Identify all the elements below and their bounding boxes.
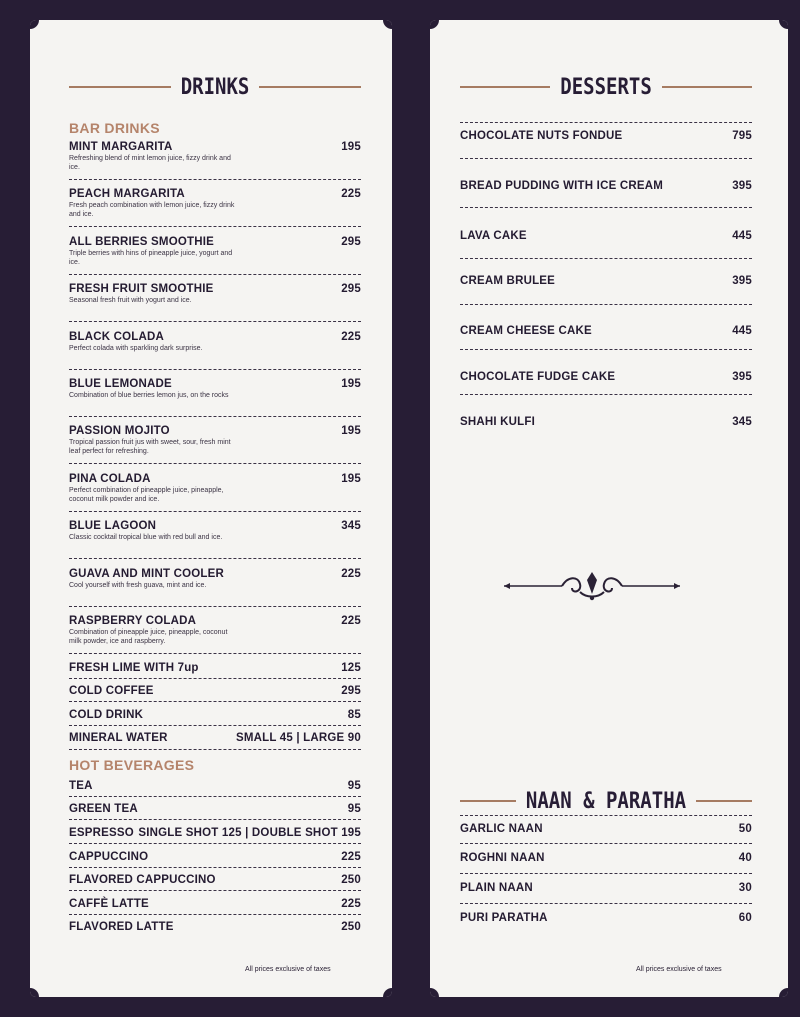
item-price: 195: [341, 424, 361, 438]
item-name: MINERAL WATER: [69, 731, 168, 745]
item-description: Combination of blue berries lemon jus, on the rocks: [69, 392, 229, 399]
item-price: 445: [732, 229, 752, 243]
dashed-divider: [460, 207, 752, 208]
item-price: 125: [341, 661, 361, 675]
menu-item: [69, 898, 361, 910]
item-name: GUAVA AND MINT COOLER: [69, 567, 224, 581]
item-price: 95: [347, 802, 361, 816]
item-price: 395: [732, 370, 752, 384]
menu-item: [460, 371, 752, 383]
item-name: BLUE LAGOON: [69, 519, 157, 533]
menu-item: [69, 874, 361, 886]
menu-item: [69, 520, 361, 542]
menu-item: [69, 473, 361, 504]
title-rule: [69, 86, 171, 88]
corner-notch: [779, 988, 788, 997]
title-rule: [696, 800, 752, 802]
dashed-divider: [460, 873, 752, 874]
item-price: 85: [347, 708, 361, 722]
dashed-divider: [69, 725, 361, 726]
hot-beverages-heading: HOT BEVERAGES: [69, 757, 195, 773]
item-name: ALL BERRIES SMOOTHIE: [69, 235, 214, 249]
dashed-divider: [69, 274, 361, 275]
menu-item: [460, 912, 752, 924]
menu-item: [69, 425, 361, 456]
item-price: 295: [341, 282, 361, 296]
item-price: 295: [341, 684, 361, 698]
item-name: FLAVORED LATTE: [69, 920, 174, 934]
item-name: PURI PARATHA: [460, 911, 548, 925]
desserts-title: [460, 76, 752, 98]
item-price: 225: [341, 187, 361, 201]
item-name: TEA: [69, 779, 93, 793]
menu-item: [69, 568, 361, 590]
menu-item: [69, 709, 361, 721]
desserts-panel: [430, 20, 788, 997]
item-name: BLUE LEMONADE: [69, 377, 172, 391]
drinks-panel: [30, 20, 392, 997]
item-name: CREAM BRULEE: [460, 274, 556, 288]
item-price: 60: [738, 911, 752, 925]
item-price: 295: [341, 235, 361, 249]
ornament-divider-icon: [504, 568, 680, 604]
item-name: PASSION MOJITO: [69, 424, 170, 438]
item-name: BLACK COLADA: [69, 330, 165, 344]
desserts-title-text: DESSERTS: [560, 74, 652, 100]
drinks-title: [69, 76, 361, 98]
item-name: LAVA CAKE: [460, 229, 527, 243]
item-price: 250: [341, 920, 361, 934]
item-price: 30: [738, 881, 752, 895]
dashed-divider: [69, 914, 361, 915]
menu-item: [460, 230, 752, 242]
corner-notch: [430, 988, 439, 997]
corner-notch: [30, 988, 39, 997]
title-rule: [259, 86, 361, 88]
item-name: MINT MARGARITA: [69, 140, 173, 154]
item-name: PEACH MARGARITA: [69, 187, 185, 201]
dashed-divider: [69, 463, 361, 464]
dashed-divider: [69, 558, 361, 559]
item-description: Triple berries with hins of pineapple juice, yogurt and ice.: [69, 250, 233, 266]
menu-item: [69, 803, 361, 815]
item-price: SINGLE SHOT 125 | DOUBLE SHOT 195: [138, 826, 361, 840]
dashed-divider: [69, 701, 361, 702]
item-price: 50: [738, 822, 752, 836]
item-description: Combination of pineapple juice, pineapple, coconut milk powder, ice and raspberry.: [69, 629, 228, 645]
item-name: FLAVORED CAPPUCCINO: [69, 873, 216, 887]
item-price: SMALL 45 | LARGE 90: [235, 731, 361, 745]
item-price: 445: [732, 324, 752, 338]
item-price: 95: [347, 779, 361, 793]
item-description: Fresh peach combination with lemon juice, fizzy drink and ice.: [69, 202, 235, 218]
menu-item: [69, 615, 361, 646]
dashed-divider: [69, 653, 361, 654]
menu-item: [69, 283, 361, 305]
drinks-title-text: DRINKS: [180, 74, 250, 100]
dashed-divider: [69, 749, 361, 750]
item-name: COLD DRINK: [69, 708, 144, 722]
title-rule: [662, 86, 752, 88]
item-name: RASPBERRY COLADA: [69, 614, 197, 628]
item-price: 40: [738, 851, 752, 865]
item-name: BREAD PUDDING WITH ICE CREAM: [460, 179, 664, 193]
item-price: 795: [732, 129, 752, 143]
dashed-divider: [69, 819, 361, 820]
naan-title-text: NAAN & PARATHA: [525, 788, 687, 814]
dashed-divider: [460, 815, 752, 816]
item-price: 225: [341, 330, 361, 344]
tax-note: All prices exclusive of taxes: [245, 966, 331, 973]
item-price: 345: [732, 415, 752, 429]
item-name: CAFFÈ LATTE: [69, 897, 149, 911]
item-price: 250: [341, 873, 361, 887]
dashed-divider: [69, 179, 361, 180]
menu-item: [69, 331, 361, 353]
item-price: 225: [341, 897, 361, 911]
item-name: GARLIC NAAN: [460, 822, 543, 836]
dashed-divider: [69, 226, 361, 227]
bar-drinks-heading: BAR DRINKS: [69, 120, 160, 136]
dashed-divider: [69, 843, 361, 844]
tax-note: All prices exclusive of taxes: [636, 966, 722, 973]
menu-item: [69, 921, 361, 933]
item-description: Tropical passion fruit jus with sweet, sour, fresh mint leaf perfect for refreshing.: [69, 439, 231, 455]
menu-item: [460, 823, 752, 835]
item-name: COLD COFFEE: [69, 684, 154, 698]
dashed-divider: [69, 416, 361, 417]
item-price: 225: [341, 614, 361, 628]
item-price: 195: [341, 472, 361, 486]
item-description: Cool yourself with fresh guava, mint and ice.: [69, 582, 207, 589]
dashed-divider: [460, 258, 752, 259]
title-rule: [460, 800, 516, 802]
menu-item: [460, 180, 752, 192]
item-price: 395: [732, 274, 752, 288]
item-name: CREAM CHEESE CAKE: [460, 324, 592, 338]
item-name: ROGHNI NAAN: [460, 851, 545, 865]
item-price: 195: [341, 377, 361, 391]
menu-item: [69, 780, 361, 792]
menu-item: [69, 685, 361, 697]
menu-item: [69, 378, 361, 400]
dashed-divider: [69, 867, 361, 868]
dashed-divider: [460, 158, 752, 159]
item-name: FRESH LIME WITH 7up: [69, 661, 199, 675]
dashed-divider: [460, 122, 752, 123]
menu-item: [69, 141, 361, 172]
item-price: 395: [732, 179, 752, 193]
menu-item: [69, 827, 361, 839]
item-name: SHAHI KULFI: [460, 415, 536, 429]
menu-item: [460, 882, 752, 894]
corner-notch: [30, 20, 39, 29]
item-name: FRESH FRUIT SMOOTHIE: [69, 282, 214, 296]
title-rule: [460, 86, 550, 88]
item-description: Perfect colada with sparkling dark surprise.: [69, 345, 203, 352]
item-price: 195: [341, 140, 361, 154]
item-description: Refreshing blend of mint lemon juice, fizzy drink and ice.: [69, 155, 231, 171]
menu-item: [69, 732, 361, 744]
item-price: 225: [341, 850, 361, 864]
dashed-divider: [69, 511, 361, 512]
menu-item: [460, 275, 752, 287]
menu-item: [460, 416, 752, 428]
corner-notch: [383, 20, 392, 29]
corner-notch: [430, 20, 439, 29]
dashed-divider: [69, 321, 361, 322]
item-price: 345: [341, 519, 361, 533]
menu-item: [69, 188, 361, 219]
dashed-divider: [69, 890, 361, 891]
dashed-divider: [69, 796, 361, 797]
item-description: Seasonal fresh fruit with yogurt and ice.: [69, 297, 192, 304]
dashed-divider: [69, 678, 361, 679]
menu-item: [460, 130, 752, 142]
dashed-divider: [460, 349, 752, 350]
naan-title: [460, 790, 752, 812]
item-name: PINA COLADA: [69, 472, 151, 486]
menu-item: [69, 236, 361, 267]
item-price: 225: [341, 567, 361, 581]
dashed-divider: [460, 843, 752, 844]
dashed-divider: [460, 903, 752, 904]
item-name: ESPRESSO: [69, 826, 134, 840]
dashed-divider: [69, 606, 361, 607]
menu-item: [460, 325, 752, 337]
dashed-divider: [460, 304, 752, 305]
menu-item: [69, 662, 361, 674]
dashed-divider: [69, 369, 361, 370]
item-description: Perfect combination of pineapple juice, pineapple, coconut milk powder and ice.: [69, 487, 224, 503]
item-name: CHOCOLATE NUTS FONDUE: [460, 129, 623, 143]
item-name: PLAIN NAAN: [460, 881, 533, 895]
menu-item: [460, 852, 752, 864]
item-name: CHOCOLATE FUDGE CAKE: [460, 370, 616, 384]
menu-item: [69, 851, 361, 863]
item-name: CAPPUCCINO: [69, 850, 149, 864]
dashed-divider: [460, 394, 752, 395]
corner-notch: [779, 20, 788, 29]
item-description: Classic cocktail tropical blue with red bull and ice.: [69, 534, 223, 541]
item-name: GREEN TEA: [69, 802, 138, 816]
corner-notch: [383, 988, 392, 997]
